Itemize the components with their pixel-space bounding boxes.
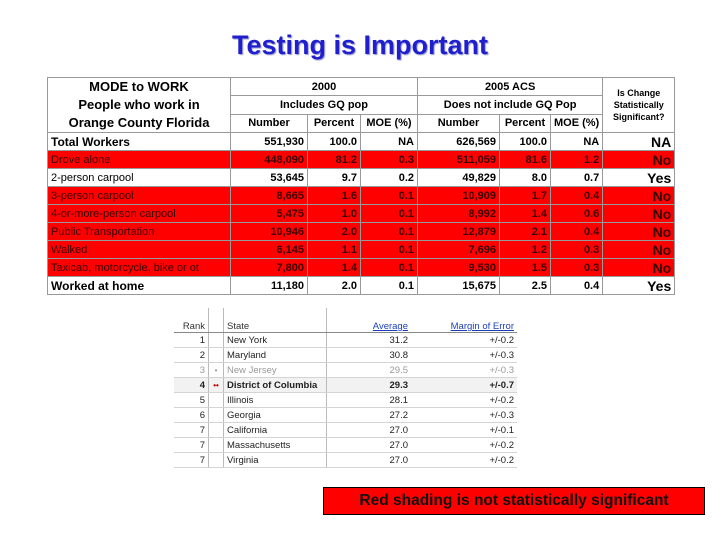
percent-2005: 2.1	[500, 223, 551, 241]
percent-2005: 2.5	[500, 277, 551, 295]
col-percent-2005: Percent	[500, 114, 551, 132]
moe-value: +/-0.3	[411, 363, 517, 378]
col-number-2000: Number	[231, 114, 308, 132]
moe-2000: 0.1	[361, 205, 418, 223]
rank-value: 1	[174, 333, 209, 348]
state-name: Georgia	[224, 408, 327, 423]
table-row	[48, 205, 675, 223]
row-label: Public Transportation	[48, 223, 231, 241]
moe-2005: 1.2	[551, 151, 603, 169]
number-2005: 7,696	[418, 241, 500, 259]
moe-2000: NA	[361, 133, 418, 151]
moe-2005: 0.6	[551, 205, 603, 223]
significance-value: No	[603, 151, 675, 169]
number-2000: 551,930	[231, 133, 308, 151]
percent-2005: 1.7	[500, 187, 551, 205]
number-2000: 11,180	[231, 277, 308, 295]
moe-value: +/-0.2	[411, 438, 517, 453]
number-2005: 10,909	[418, 187, 500, 205]
mode-title: MODE to WORK People who work in Orange County Florida	[48, 78, 231, 133]
rank-marker	[209, 408, 224, 423]
rank-value: 7	[174, 423, 209, 438]
significance-header: Is Change Statistically Significant?	[603, 78, 675, 133]
number-2005: 12,879	[418, 223, 500, 241]
percent-2005: 8.0	[500, 169, 551, 187]
percent-2000: 2.0	[308, 223, 361, 241]
number-2005: 15,675	[418, 277, 500, 295]
percent-2005: 1.4	[500, 205, 551, 223]
row-label: Taxicab, motorcycle, bike or ot	[48, 259, 231, 277]
table-row	[48, 259, 675, 277]
percent-2000: 1.4	[308, 259, 361, 277]
percent-2000: 81.2	[308, 151, 361, 169]
number-2000: 7,800	[231, 259, 308, 277]
state-header: State	[224, 308, 327, 333]
average-value: 29.3	[327, 378, 412, 393]
significance-value: No	[603, 187, 675, 205]
moe-value: +/-0.7	[411, 378, 517, 393]
state-name: District of Columbia	[224, 378, 327, 393]
significance-value: Yes	[603, 169, 675, 187]
moe-value: +/-0.1	[411, 423, 517, 438]
table-row	[48, 151, 675, 169]
moe-2005: 0.7	[551, 169, 603, 187]
moe-2005: 0.4	[551, 187, 603, 205]
rank-marker	[209, 423, 224, 438]
col-percent-2000: Percent	[308, 114, 361, 132]
moe-2005: 0.3	[551, 241, 603, 259]
number-2005: 9,530	[418, 259, 500, 277]
moe-2000: 0.1	[361, 223, 418, 241]
percent-2000: 100.0	[308, 133, 361, 151]
number-2000: 448,090	[231, 151, 308, 169]
average-value: 27.0	[327, 423, 412, 438]
row-label: Total Workers	[48, 133, 231, 151]
table-row	[48, 169, 675, 187]
rank-value: 5	[174, 393, 209, 408]
ranking-row	[174, 348, 517, 363]
row-label: Drove alone	[48, 151, 231, 169]
rank-marker	[209, 348, 224, 363]
moe-2005: 0.3	[551, 259, 603, 277]
col-moe-2000: MOE (%)	[361, 114, 418, 132]
average-value: 29.5	[327, 363, 412, 378]
rank-value: 3	[174, 363, 209, 378]
col-number-2005: Number	[418, 114, 500, 132]
row-label: Worked at home	[48, 277, 231, 295]
percent-2005: 100.0	[500, 133, 551, 151]
average-value: 31.2	[327, 333, 412, 348]
rank-marker	[209, 438, 224, 453]
percent-2005: 81.6	[500, 151, 551, 169]
number-2000: 5,475	[231, 205, 308, 223]
mode-to-work-table	[47, 77, 675, 295]
number-2005: 8,992	[418, 205, 500, 223]
rank-marker	[209, 333, 224, 348]
footnote: Red shading is not statistically significant	[323, 487, 705, 515]
state-name: New York	[224, 333, 327, 348]
percent-2005: 1.5	[500, 259, 551, 277]
state-name: Illinois	[224, 393, 327, 408]
table-row	[48, 187, 675, 205]
number-2005: 511,059	[418, 151, 500, 169]
ranking-row	[174, 453, 517, 468]
ranking-row	[174, 378, 517, 393]
moe-2000: 0.1	[361, 277, 418, 295]
moe-2000: 0.1	[361, 241, 418, 259]
moe-value: +/-0.2	[411, 333, 517, 348]
state-ranking-table	[174, 308, 554, 468]
number-2000: 8,665	[231, 187, 308, 205]
number-2005: 49,829	[418, 169, 500, 187]
moe-value: +/-0.3	[411, 408, 517, 423]
state-name: California	[224, 423, 327, 438]
ranking-row	[174, 333, 517, 348]
state-name: Massachusetts	[224, 438, 327, 453]
average-value: 30.8	[327, 348, 412, 363]
ranking-row	[174, 423, 517, 438]
moe-value: +/-0.2	[411, 453, 517, 468]
ranking-row	[174, 363, 517, 378]
percent-2000: 1.6	[308, 187, 361, 205]
number-2000: 6,145	[231, 241, 308, 259]
average-value: 27.2	[327, 408, 412, 423]
row-label: Walked	[48, 241, 231, 259]
percent-2005: 1.2	[500, 241, 551, 259]
state-name: Virginia	[224, 453, 327, 468]
number-2000: 53,645	[231, 169, 308, 187]
ranking-row	[174, 408, 517, 423]
rank-value: 7	[174, 438, 209, 453]
rank-marker: ••	[209, 378, 224, 393]
rank-header: Rank	[174, 308, 209, 333]
moe-value: +/-0.3	[411, 348, 517, 363]
moe-2000: 0.3	[361, 151, 418, 169]
significance-value: No	[603, 259, 675, 277]
header-2000: 2000	[231, 78, 418, 96]
rank-value: 2	[174, 348, 209, 363]
state-name: Maryland	[224, 348, 327, 363]
state-name: New Jersey	[224, 363, 327, 378]
moe-header-link[interactable]: Margin of Error	[411, 308, 517, 333]
table-row	[48, 241, 675, 259]
rank-value: 4	[174, 378, 209, 393]
percent-2000: 9.7	[308, 169, 361, 187]
rank-marker: •	[209, 363, 224, 378]
row-label: 2-person carpool	[48, 169, 231, 187]
average-header-link[interactable]: Average	[327, 308, 412, 333]
average-value: 28.1	[327, 393, 412, 408]
percent-2000: 2.0	[308, 277, 361, 295]
col-moe-2005: MOE (%)	[551, 114, 603, 132]
rank-marker	[209, 393, 224, 408]
significance-value: No	[603, 241, 675, 259]
percent-2000: 1.1	[308, 241, 361, 259]
page-title: Testing is Important	[231, 30, 488, 60]
subheader-2000: Includes GQ pop	[231, 96, 418, 114]
moe-2000: 0.1	[361, 259, 418, 277]
average-value: 27.0	[327, 438, 412, 453]
rank-value: 7	[174, 453, 209, 468]
significance-value: No	[603, 205, 675, 223]
number-2005: 626,569	[418, 133, 500, 151]
rank-value: 6	[174, 408, 209, 423]
table-row	[48, 133, 675, 151]
significance-value: Yes	[603, 277, 675, 295]
table-row	[48, 277, 675, 295]
row-label: 3-person carpool	[48, 187, 231, 205]
row-label: 4-or-more-person carpool	[48, 205, 231, 223]
ranking-row	[174, 438, 517, 453]
moe-value: +/-0.2	[411, 393, 517, 408]
moe-2000: 0.2	[361, 169, 418, 187]
table-row	[48, 223, 675, 241]
number-2000: 10,946	[231, 223, 308, 241]
subheader-2005: Does not include GQ Pop	[418, 96, 603, 114]
significance-value: No	[603, 223, 675, 241]
moe-2005: 0.4	[551, 223, 603, 241]
ranking-row	[174, 393, 517, 408]
average-value: 27.0	[327, 453, 412, 468]
rank-marker	[209, 453, 224, 468]
significance-value: NA	[603, 133, 675, 151]
moe-2005: NA	[551, 133, 603, 151]
moe-2000: 0.1	[361, 187, 418, 205]
moe-2005: 0.4	[551, 277, 603, 295]
header-2005: 2005 ACS	[418, 78, 603, 96]
percent-2000: 1.0	[308, 205, 361, 223]
